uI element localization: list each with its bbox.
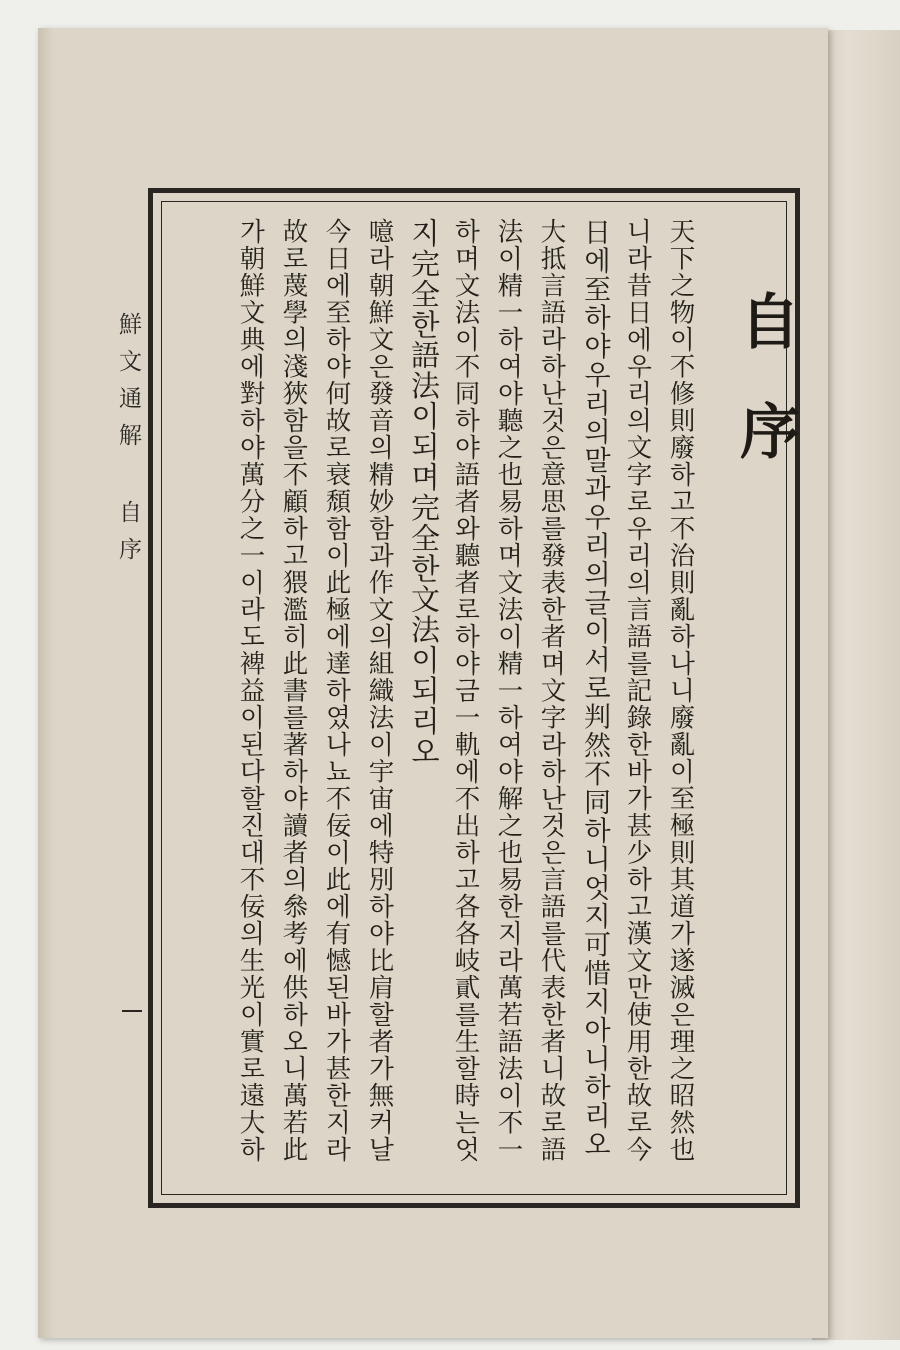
text-column-4: 大抵言語라하난것은意思를發表한者며文字라하난것은言語를代表한者니故로語	[536, 218, 567, 1163]
text-column-9: 今日에至하야何故로衰頹함이此極에達하였나뇨不佞이此에有憾된바가甚한지라	[321, 218, 352, 1163]
text-column-10: 故로蔑學의淺狹함을不顧하고猥濫히此書를著하야讀者의叅考에供하오니萬若此	[278, 218, 309, 1163]
text-column-7: 지完全한語法이되며完全한文法이되리오	[407, 218, 441, 767]
text-column-8: 噫라朝鮮文은發音의精妙함과作文의組織法이宇宙에特別하야比肩할者가無커날	[364, 218, 395, 1163]
text-column-6: 하며文法이不同하야語者와聽者로하야금一軌에不出하고各各岐貳를生할時는엇	[450, 218, 481, 1163]
text-column-2: 니라昔日에우리의文字로우리의言語를記錄한바가甚少하고漢文만使用한故로今	[622, 218, 653, 1163]
running-header: 鮮文通解 自序	[115, 312, 141, 574]
text-column-3: 日에至하야우리의말과우리의글이서로判然不同하니엇지可惜지아니하리오	[579, 218, 610, 1159]
text-column-11: 가朝鮮文典에對하야萬分之一이라도裨益이된다할진대不佞의生光이實로遠大하	[235, 218, 266, 1163]
page-number	[122, 1010, 142, 1012]
text-column-1: 天下之物이不修則廢하고不治則亂하나니廢亂이至極則其道가遂滅은理之昭然也	[665, 218, 696, 1163]
text-column-5: 法이精一하여야聽之也易하며文法이精一하여야解之也易한지라萬若語法이不一	[493, 218, 524, 1163]
page-shadow-edge	[38, 28, 54, 1338]
page-title: 自序	[730, 290, 800, 510]
